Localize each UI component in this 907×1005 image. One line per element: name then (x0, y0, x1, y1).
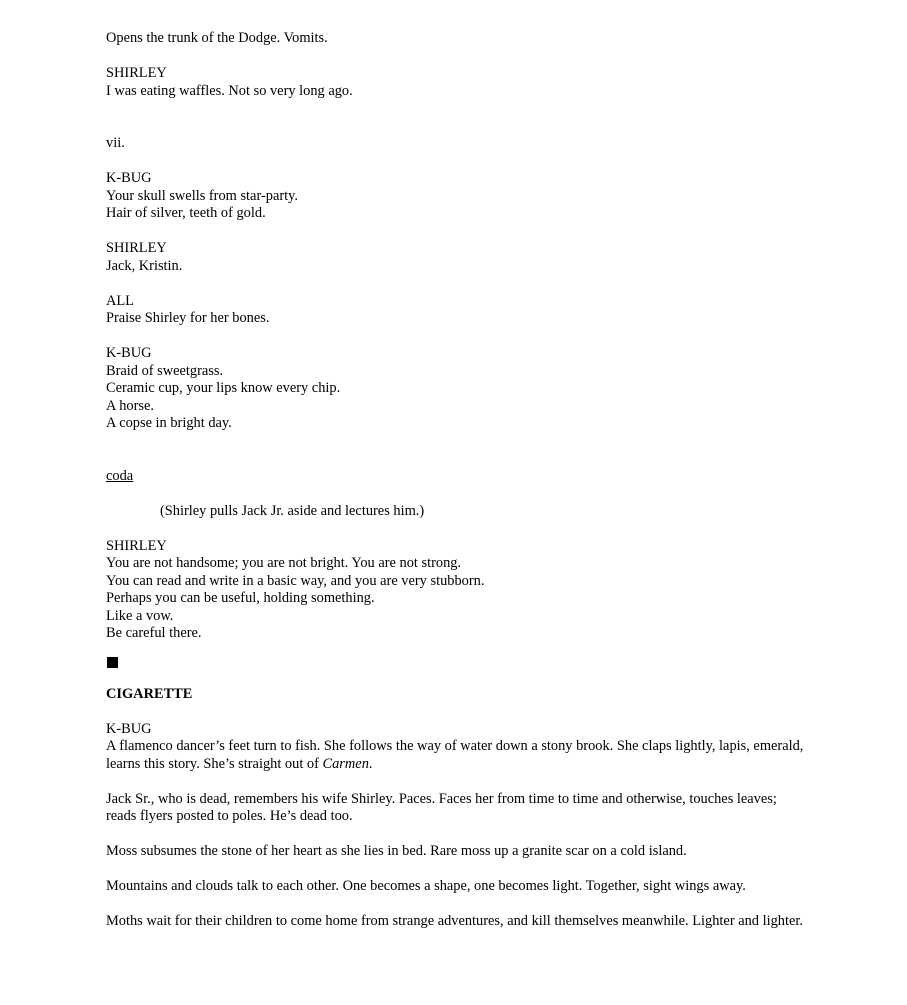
paragraph-italic-title: Carmen (322, 755, 369, 772)
paragraph-text: Jack Sr., who is dead, remembers his wife Shirley. Paces. Faces her from time to time and otherwise, touches leaves; reads flyers posted to poles. He’s dead too. (106, 790, 777, 824)
dialogue-line: Your skull swells from star-party. (106, 187, 298, 204)
speaker-name: K-BUG (106, 345, 152, 361)
dialogue-line: Praise Shirley for her bones. (106, 310, 270, 326)
dialogue-line: I was eating waffles. Not so very long ago. (106, 82, 353, 99)
paragraph-block (106, 878, 806, 896)
speaker-name: SHIRLEY (106, 537, 167, 554)
dialogue-line: Ceramic cup, your lips know every chip. (106, 380, 341, 396)
document-page (106, 30, 806, 948)
dialogue-line: Braid of sweetgrass. (106, 362, 224, 379)
dialogue-line: You are not handsome; you are not bright. You are not strong. (106, 555, 462, 571)
dialogue-line: Jack, Kristin. (106, 257, 183, 274)
stage-direction (106, 30, 806, 48)
direction-text: Opens the trunk of the Dodge. Vomits. (106, 30, 328, 46)
dialogue-block (106, 345, 806, 433)
dialogue-line: Be careful there. (106, 625, 202, 641)
section-heading-vii (106, 135, 806, 153)
dialogue-line: A horse. (106, 397, 154, 414)
paragraph-block (106, 843, 806, 861)
speaker-name: SHIRLEY (106, 240, 167, 256)
speaker-name: K-BUG (106, 720, 152, 737)
section-heading-coda (106, 468, 806, 486)
paragraph-text: . (368, 755, 373, 772)
speaker-name: ALL (106, 292, 134, 309)
paragraph-block (106, 791, 806, 826)
dialogue-line: Perhaps you can be useful, holding something. (106, 590, 375, 606)
section-heading: vii. (106, 135, 125, 151)
paragraph-block (106, 913, 806, 931)
paragraph-text: Moss subsumes the stone of her heart as she lies in bed. Rare moss up a granite scar on a cold island. (106, 843, 687, 859)
section-break-square-icon (107, 657, 118, 668)
speaker-name: K-BUG (106, 170, 152, 186)
dialogue-line: Like a vow. (106, 607, 174, 624)
dialogue-block (106, 240, 806, 275)
dialogue-line: Hair of silver, teeth of gold. (106, 205, 266, 221)
section-heading: CIGARETTE (106, 685, 193, 702)
dialogue-block (106, 721, 806, 774)
paragraph-text: Moths wait for their children to come home from strange adventures, and kill themselves meanwhile. Lighter and lighter. (106, 913, 803, 929)
paragraph-text: A flamenco dancer’s feet turn to fish. She follows the way of water down a stony brook. She claps lightly, lapis, emerald, learns this story. She’s straight out of (106, 738, 804, 772)
paragraph-text: Mountains and clouds talk to each other. One becomes a shape, one becomes light. Together, sight wings away. (106, 878, 746, 894)
dialogue-block (106, 293, 806, 328)
dialogue-block (106, 170, 806, 223)
direction-text: (Shirley pulls Jack Jr. aside and lectures him.) (160, 502, 425, 519)
dialogue-block (106, 538, 806, 643)
speaker-name: SHIRLEY (106, 65, 167, 81)
dialogue-line: You can read and write in a basic way, and you are very stubborn. (106, 572, 485, 589)
stage-direction (106, 503, 806, 521)
dialogue-block (106, 65, 806, 100)
dialogue-line: A copse in bright day. (106, 415, 232, 431)
dialogue-paragraph (106, 738, 806, 773)
section-heading: coda (106, 467, 134, 484)
section-title (106, 686, 806, 704)
